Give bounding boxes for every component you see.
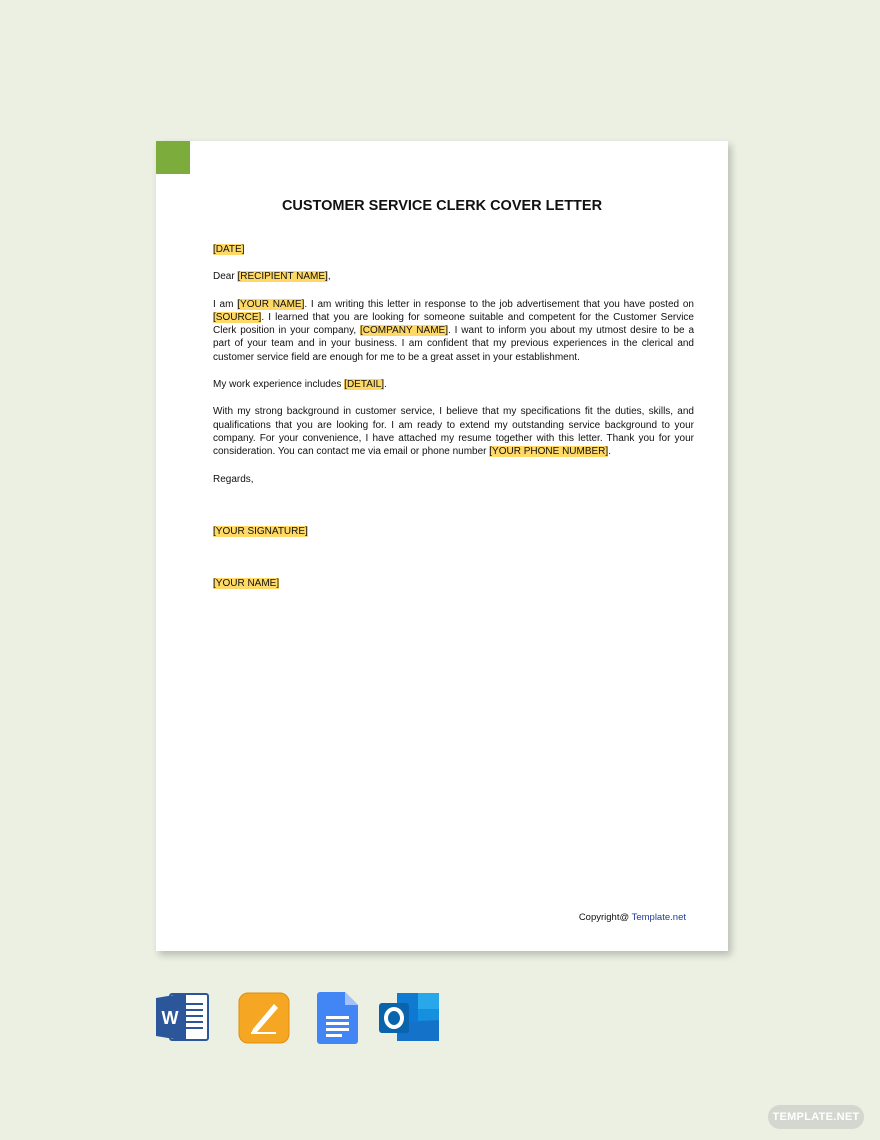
greeting-suffix: ,: [327, 271, 331, 283]
copyright-label: Copyright@: [578, 912, 632, 923]
your-name-placeholder: [YOUR NAME]: [237, 298, 305, 310]
para1-text-1: I am: [213, 298, 238, 310]
para3-text-1: With my strong background in customer service, I believe that my specifications fit the duties, skills, and qualifications that you are looking for. I am ready to extend my outstanding service background to your company. For your convenience, I have attached my resume together with this letter. Thank you for your consideration. You can contact me via email or phone number: [213, 406, 694, 458]
green-corner-accent: [156, 141, 190, 174]
letter-page: [156, 141, 728, 951]
paragraph-background: [213, 405, 694, 458]
name-placeholder: [YOUR NAME]: [213, 578, 280, 590]
signature-placeholder: [YOUR SIGNATURE]: [213, 525, 308, 537]
paragraph-experience: [213, 378, 694, 391]
pages-icon[interactable]: [238, 992, 290, 1044]
recipient-placeholder: [RECIPIENT NAME]: [237, 271, 328, 283]
source-placeholder: [SOURCE]: [213, 311, 262, 323]
signature-line: [213, 525, 694, 538]
name-line: [213, 577, 694, 590]
paragraph-intro: [213, 298, 694, 364]
date-line: [213, 243, 694, 256]
para2-text-1: My work experience includes: [213, 379, 345, 391]
para3-text-2: .: [608, 446, 611, 458]
para2-text-2: .: [384, 379, 387, 391]
svg-text:W: W: [161, 1008, 179, 1028]
letter-title: CUSTOMER SERVICE CLERK COVER LETTER: [281, 198, 603, 214]
para1-text-3: . I learned that you are looking for someone suitable and competent for the Customer Service Clerk position in your company,: [213, 311, 694, 337]
outlook-icon[interactable]: [379, 992, 439, 1042]
template-net-link[interactable]: Template.net: [631, 912, 686, 923]
date-placeholder: [DATE]: [213, 244, 245, 255]
google-docs-icon[interactable]: [317, 992, 359, 1044]
company-name-placeholder: [COMPANY NAME]: [360, 325, 448, 337]
greeting-prefix: Dear: [213, 271, 238, 283]
closing-line: Regards,: [213, 473, 254, 485]
phone-number-placeholder: [YOUR PHONE NUMBER]: [489, 446, 609, 458]
greeting-line: [213, 270, 694, 283]
para1-text-4: . I want to inform you about my utmost desire to be a part of your team and in your business. I am confident that my previous experiences in the clerical and customer service field are enough for me to be a great asset in your establishment.: [213, 325, 694, 363]
word-icon[interactable]: [156, 992, 210, 1042]
copyright-notice: [579, 912, 686, 923]
detail-placeholder: [DETAIL]: [344, 379, 384, 391]
para1-text-2: . I am writing this letter in response to the job advertisement that you have posted on: [304, 298, 694, 310]
template-net-badge[interactable]: TEMPLATE.NET: [768, 1105, 864, 1129]
letter-body: [213, 243, 694, 604]
